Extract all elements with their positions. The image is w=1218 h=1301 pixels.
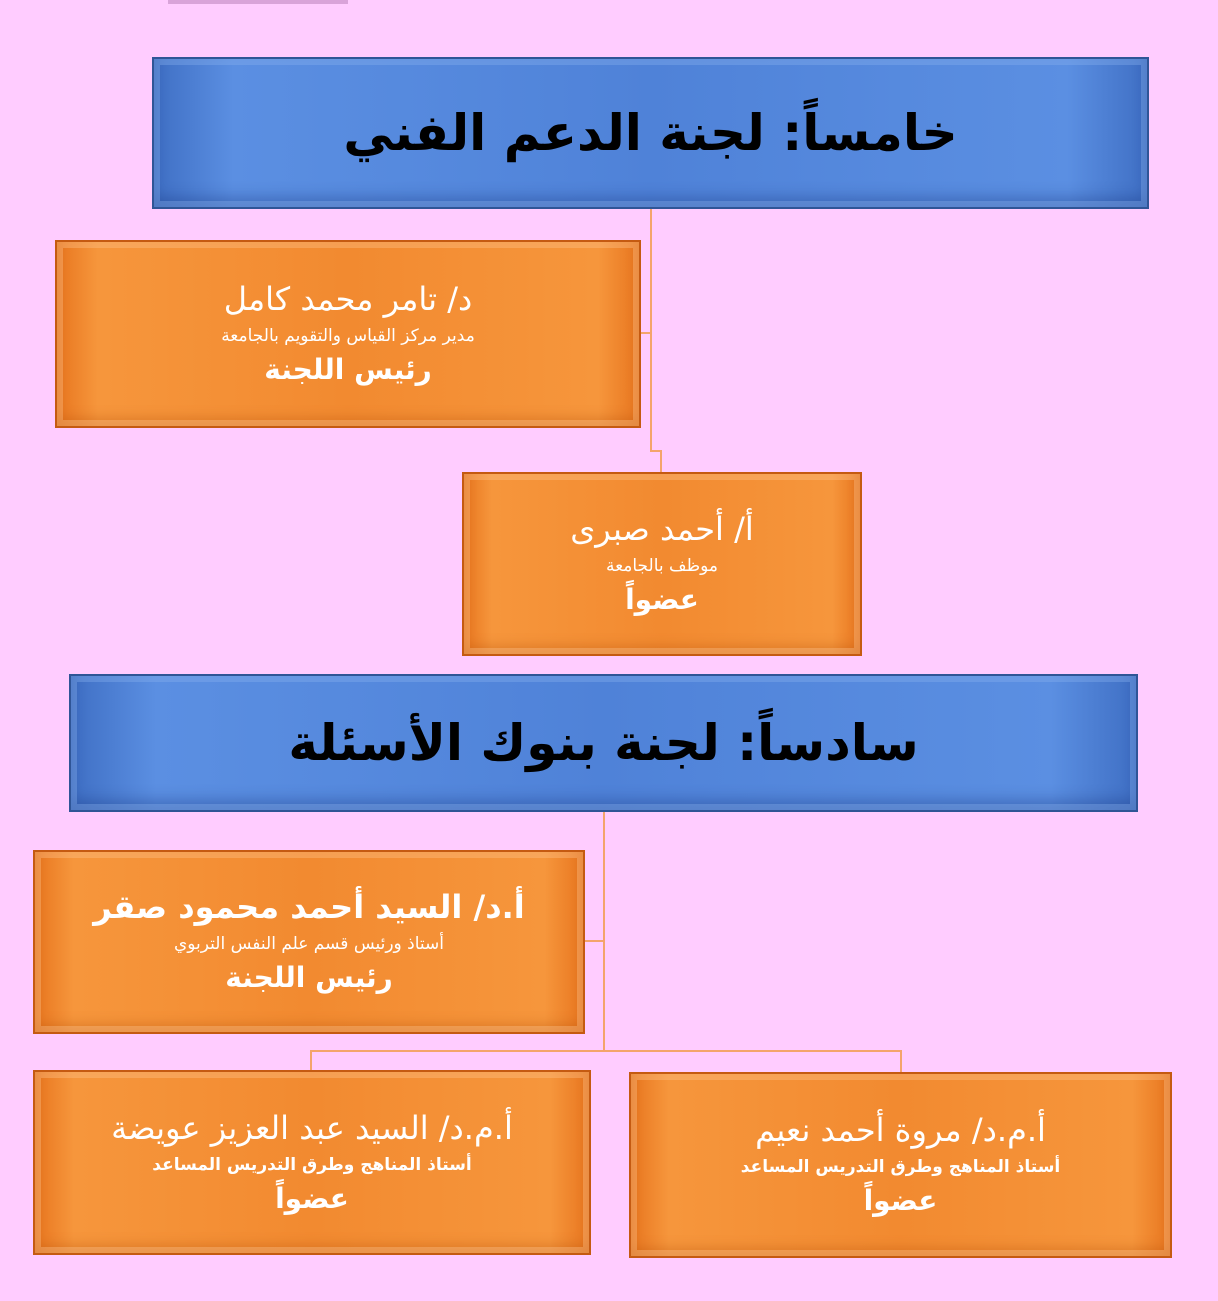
member-card bbox=[462, 472, 862, 656]
member-name: أ.م.د/ السيد عبد العزيز عويضة bbox=[111, 1108, 513, 1147]
member-name: أ.د/ السيد أحمد محمود صقر bbox=[93, 888, 525, 926]
connector-line bbox=[603, 812, 605, 1052]
connector-line bbox=[310, 1050, 312, 1072]
section-header-question-banks bbox=[69, 674, 1138, 812]
connector-line bbox=[584, 940, 605, 942]
connector-line bbox=[660, 450, 662, 474]
member-card-chair bbox=[33, 850, 585, 1034]
top-decoration-strip bbox=[168, 0, 348, 4]
member-card bbox=[629, 1072, 1172, 1258]
member-card bbox=[33, 1070, 591, 1255]
member-name: د/ تامر محمد كامل bbox=[223, 280, 473, 318]
member-role: أستاذ ورئيس قسم علم النفس التربوي bbox=[173, 934, 445, 954]
connector-line bbox=[310, 1050, 902, 1052]
member-title: رئيس اللجنة bbox=[264, 353, 432, 386]
member-title: رئيس اللجنة bbox=[225, 961, 393, 994]
member-role: أستاذ المناهج وطرق التدريس المساعد bbox=[740, 1157, 1061, 1177]
member-title: عضواً bbox=[863, 1184, 938, 1217]
member-title: عضواً bbox=[625, 583, 699, 616]
connector-line bbox=[640, 332, 652, 334]
member-name: أ/ أحمد صبرى bbox=[570, 510, 754, 548]
connector-line bbox=[650, 208, 652, 452]
member-role: موظف بالجامعة bbox=[605, 556, 719, 576]
member-name: أ.م.د/ مروة أحمد نعيم bbox=[755, 1111, 1046, 1149]
member-role: أستاذ المناهج وطرق التدريس المساعد bbox=[152, 1154, 472, 1175]
section-title: خامساً: لجنة الدعم الفني bbox=[343, 104, 958, 162]
section-header-technical-support bbox=[152, 57, 1149, 209]
section-title: سادساً: لجنة بنوك الأسئلة bbox=[288, 714, 919, 772]
member-title: عضواً bbox=[275, 1181, 349, 1215]
member-card-chair bbox=[55, 240, 641, 428]
connector-line bbox=[900, 1050, 902, 1074]
member-role: مدير مركز القياس والتقويم بالجامعة bbox=[221, 326, 475, 346]
